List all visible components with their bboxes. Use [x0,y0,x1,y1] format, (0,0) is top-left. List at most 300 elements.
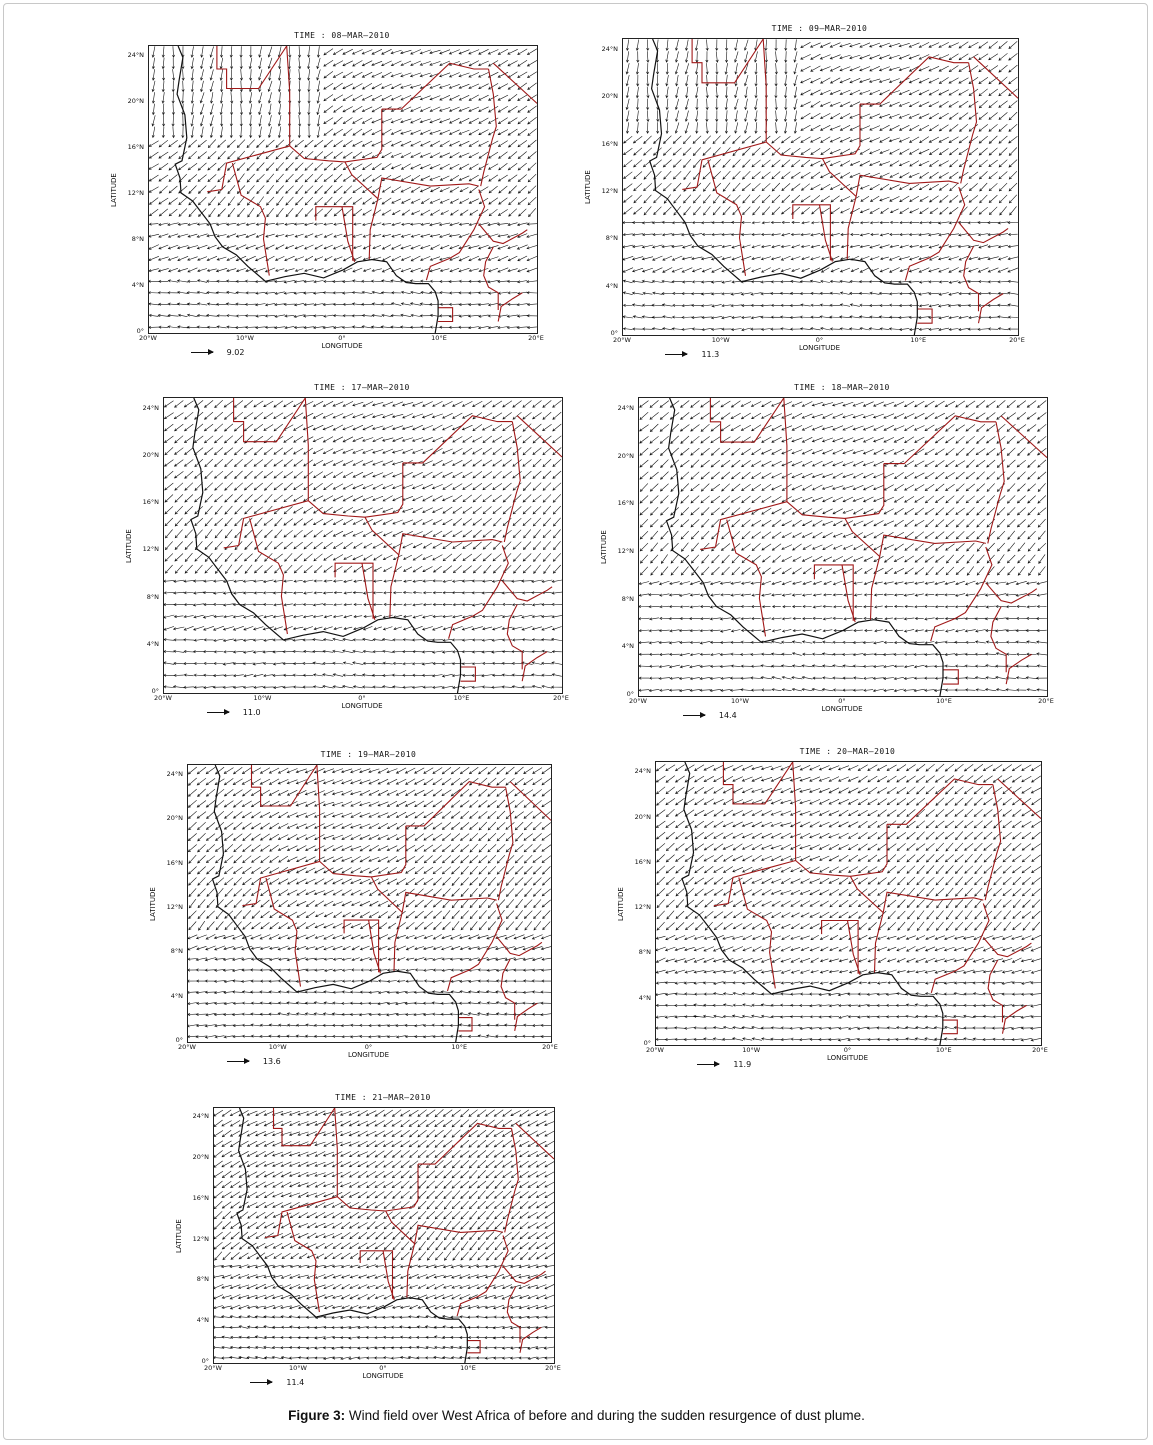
wind-vector [360,890,370,895]
wind-vector [976,665,986,668]
wind-vector [264,519,273,526]
wind-vector [244,413,253,419]
wind-vector [1028,531,1036,539]
wind-vector [179,197,187,204]
wind-vector [518,186,526,193]
wind-vector [732,567,740,575]
wind-vector [243,592,253,595]
wind-vector [372,119,382,124]
wind-vector [681,436,689,443]
wind-vector [527,326,537,329]
wind-vector [251,823,260,829]
wind-vector [430,153,440,158]
wind-vector [723,207,730,215]
reference-arrow-icon [191,352,213,353]
wind-vector [633,245,643,248]
wind-vector [640,472,648,479]
wind-vector [793,605,802,608]
wind-vector [679,629,690,632]
wind-vector [191,104,194,115]
wind-vector [542,823,551,830]
wind-vector [256,326,266,329]
wind-vector [793,544,802,550]
wind-vector [459,256,469,261]
wind-vector [363,210,372,215]
wind-vector [206,834,215,841]
wind-vector [353,106,363,112]
wind-vector [194,580,205,583]
wind-vector [533,969,543,972]
wind-vector [243,856,252,863]
wind-vector [850,102,860,107]
wind-vector [442,946,452,950]
wind-vector [198,867,206,875]
wind-vector [640,412,648,419]
wind-vector [914,641,924,644]
wind-vector [343,437,353,442]
wind-vector [636,63,639,74]
wind-vector [450,73,460,78]
wind-vector [696,122,699,133]
wind-vector [965,617,976,620]
wind-vector [305,197,313,205]
wind-vector [483,554,491,561]
wind-vector [885,629,893,632]
wind-vector [284,280,295,283]
wind-vector [294,530,303,537]
wind-vector [905,653,915,656]
wind-vector [353,152,362,159]
wind-vector [976,413,985,419]
wind-vector [1028,472,1036,480]
wind-vector [362,95,372,100]
wind-vector [978,268,988,273]
wind-vector [178,268,188,272]
wind-vector [794,122,797,133]
wind-vector [413,566,422,572]
wind-vector [469,256,479,261]
wind-vector [801,172,810,178]
wind-vector [270,912,279,918]
wind-vector [333,1024,343,1027]
wind-vector [512,580,523,583]
wind-vector [518,60,527,66]
wind-vector [383,426,393,430]
wind-vector [532,650,542,653]
wind-vector [344,555,352,559]
wind-vector [450,187,459,192]
wind-vector [969,113,978,119]
wind-vector [670,677,679,680]
country-border [365,463,403,517]
wind-vector [226,303,236,306]
wind-vector [276,269,285,272]
wind-vector [343,107,353,112]
wind-vector [487,1024,497,1026]
wind-vector [634,195,642,203]
wind-vector [298,92,301,103]
wind-vector [197,245,207,249]
wind-vector [785,99,788,110]
wind-vector [966,594,975,596]
wind-vector [679,677,690,680]
wind-vector [353,414,363,418]
wind-vector [443,413,453,418]
wind-vector [243,900,251,907]
wind-vector [666,39,669,50]
wind-vector [363,414,373,419]
wind-vector [711,460,720,467]
wind-vector [369,845,379,851]
wind-vector [479,107,489,112]
wind-vector [424,592,432,595]
wind-vector [314,1013,325,1016]
wind-vector [706,75,709,86]
wind-vector [383,402,393,407]
wind-vector [533,413,542,419]
wind-vector [168,245,178,249]
wind-vector [344,129,353,136]
wind-vector [935,401,944,407]
wind-vector [626,99,629,110]
wind-vector [543,518,550,526]
wind-vector [742,568,751,575]
wind-vector [985,594,996,597]
country-border [449,546,509,639]
wind-vector [864,581,872,585]
wind-vector [722,555,730,563]
wind-vector [626,111,629,122]
wind-vector [254,686,263,689]
wind-vector [169,140,178,147]
wind-vector [690,689,700,692]
wind-vector [634,148,642,155]
wind-vector [333,813,343,817]
wind-vector [831,256,839,260]
wind-vector [946,424,955,431]
wind-vector [207,280,218,283]
wind-vector [844,556,853,561]
wind-vector [542,958,551,961]
wind-vector [1038,519,1045,527]
wind-vector [676,87,679,98]
wind-vector [401,50,412,54]
wind-vector [361,969,369,972]
wind-vector [528,72,537,78]
wind-vector [473,448,482,454]
wind-vector [864,485,874,490]
wind-vector [403,508,413,512]
wind-vector [266,234,275,237]
wind-vector [264,580,274,583]
wind-vector [353,555,363,560]
wind-vector [840,43,851,47]
wind-vector [479,822,487,830]
wind-vector [242,958,252,961]
wind-vector [497,822,505,829]
wind-vector [175,424,184,431]
wind-vector [360,813,370,817]
wind-vector [159,245,168,249]
wind-vector [235,495,243,503]
wind-vector [354,257,362,261]
wind-vector [532,662,542,665]
wind-vector [920,281,929,284]
vector-plot [638,397,1048,697]
wind-vector [823,605,832,608]
wind-vector [514,969,525,972]
wind-vector [660,436,668,443]
wind-vector [821,184,831,190]
wind-vector [353,209,362,216]
wind-vector [711,653,720,656]
wind-vector [451,980,460,982]
wind-vector [1018,484,1026,492]
wind-vector [165,424,174,431]
wind-vector [925,582,934,585]
wind-vector [413,543,422,548]
wind-vector [288,980,297,983]
wind-vector [231,92,234,103]
wind-vector [483,448,492,454]
wind-vector [794,75,798,86]
wind-vector [263,592,273,595]
wind-vector [946,496,954,503]
wind-vector [784,75,787,86]
wind-vector [725,99,728,110]
wind-vector [334,106,343,112]
wind-vector [772,689,781,691]
wind-vector [382,280,392,283]
wind-vector [811,304,820,307]
wind-vector [369,1024,379,1027]
wind-vector [200,115,203,126]
wind-vector [305,245,314,249]
wind-vector [284,519,293,526]
wind-vector [343,496,353,501]
wind-vector [733,183,740,191]
wind-vector [269,1024,279,1027]
wind-vector [949,257,959,261]
wind-vector [483,615,493,618]
wind-vector [762,594,771,597]
wind-vector [401,130,412,134]
wind-vector [830,292,840,295]
wind-vector [324,223,333,225]
wind-vector [274,424,283,431]
wind-vector [369,835,379,840]
wind-vector [681,460,690,467]
wind-vector [264,674,273,677]
wind-vector [652,328,662,330]
wind-vector [890,173,899,178]
wind-vector [215,518,223,525]
wind-vector [910,328,919,331]
wind-vector [722,328,732,331]
wind-vector [343,969,352,972]
wind-vector [744,40,748,51]
wind-vector [553,448,561,455]
wind-vector [891,209,899,213]
wind-vector [493,460,502,466]
wind-vector [894,653,904,656]
wind-vector [653,160,661,167]
wind-vector [792,425,802,430]
wind-vector [1009,65,1018,72]
wind-vector [453,484,462,490]
wind-vector [498,223,509,226]
wind-vector [773,556,781,563]
wind-vector [287,824,297,829]
wind-vector [813,606,822,609]
wind-vector [988,292,998,294]
wind-vector [661,507,669,515]
wind-vector [742,460,751,466]
wind-vector [459,303,469,305]
wind-vector [673,148,681,155]
wind-vector [721,413,730,420]
wind-vector [307,58,309,69]
vector-plot [148,45,538,334]
wind-vector [978,234,988,237]
wind-vector [684,159,691,167]
wind-vector [997,543,1004,551]
wind-vector [657,87,660,98]
wind-vector [295,303,305,306]
wind-vector [469,980,479,982]
wind-vector [240,92,243,103]
wind-vector [352,912,360,917]
wind-vector [523,969,533,972]
wind-vector [505,1024,516,1027]
wind-vector [440,303,449,306]
wind-vector [483,518,492,525]
wind-vector [433,626,443,630]
wind-vector [473,639,483,642]
wind-vector [315,901,324,907]
wind-vector [507,315,518,318]
wind-vector [910,161,919,167]
wind-vector [890,125,900,130]
wind-vector [782,172,791,179]
wind-vector [515,888,523,896]
wind-vector [344,603,352,606]
wind-vector [266,303,276,306]
wind-vector [977,567,984,576]
wind-vector [411,50,421,55]
wind-vector [237,268,246,271]
wind-vector [352,303,362,306]
wind-vector [207,326,216,328]
wind-vector [864,509,874,514]
y-tick-label: 8°N [605,234,618,243]
wind-vector [753,207,760,215]
wind-vector [493,413,502,419]
wind-vector [373,414,384,418]
wind-vector [411,223,421,225]
wind-vector [433,437,443,442]
wind-vector [370,901,379,906]
wind-vector [333,946,343,950]
wind-vector [936,544,945,551]
wind-vector [230,127,233,138]
wind-vector [197,946,207,950]
wind-vector [372,163,381,169]
wind-vector [542,674,552,677]
wind-vector [936,567,944,575]
wind-vector [198,899,205,907]
wind-vector [761,676,772,679]
wind-vector [935,460,944,466]
wind-vector [695,111,698,122]
wind-vector [905,568,914,574]
wind-vector [342,813,352,817]
wind-vector [532,935,542,940]
wind-vector [188,935,197,939]
wind-vector [197,935,207,939]
wind-vector [801,149,810,155]
wind-vector [489,106,499,112]
wind-vector [653,292,663,295]
wind-vector [782,556,792,561]
wind-vector [453,615,462,618]
wind-vector [821,173,831,178]
wind-vector [752,496,761,503]
wind-vector [730,689,741,691]
wind-vector [741,665,751,668]
wind-vector [652,304,663,307]
wind-vector [762,401,772,407]
wind-vector [440,84,451,88]
wind-vector [925,484,934,490]
wind-vector [278,69,281,80]
wind-vector [775,111,778,122]
wind-vector [234,424,243,431]
wind-vector [182,92,185,103]
wind-vector [673,304,682,307]
wind-vector [997,519,1005,527]
wind-vector [751,582,761,584]
wind-vector [403,449,413,454]
wind-vector [406,922,414,929]
x-tick-label: 20°W [613,336,631,344]
wind-vector [999,101,1008,108]
wind-vector [315,868,325,873]
wind-vector [461,877,469,885]
wind-vector [639,618,650,621]
wind-vector [722,257,731,260]
wind-vector [313,496,323,501]
wind-vector [712,293,723,295]
wind-vector [433,580,442,583]
wind-vector [360,879,370,884]
wind-vector [266,223,275,226]
wind-vector [411,141,421,146]
wind-vector [656,63,659,74]
wind-vector [674,206,681,215]
wind-vector [762,268,771,273]
wind-vector [453,507,462,513]
wind-vector [542,603,553,606]
wind-vector [772,665,782,668]
wind-vector [543,911,551,919]
wind-vector [373,592,383,595]
wind-vector [304,542,313,549]
wind-vector [449,235,459,238]
wind-vector [287,813,297,818]
wind-vector [920,137,929,143]
wind-vector [929,221,939,224]
